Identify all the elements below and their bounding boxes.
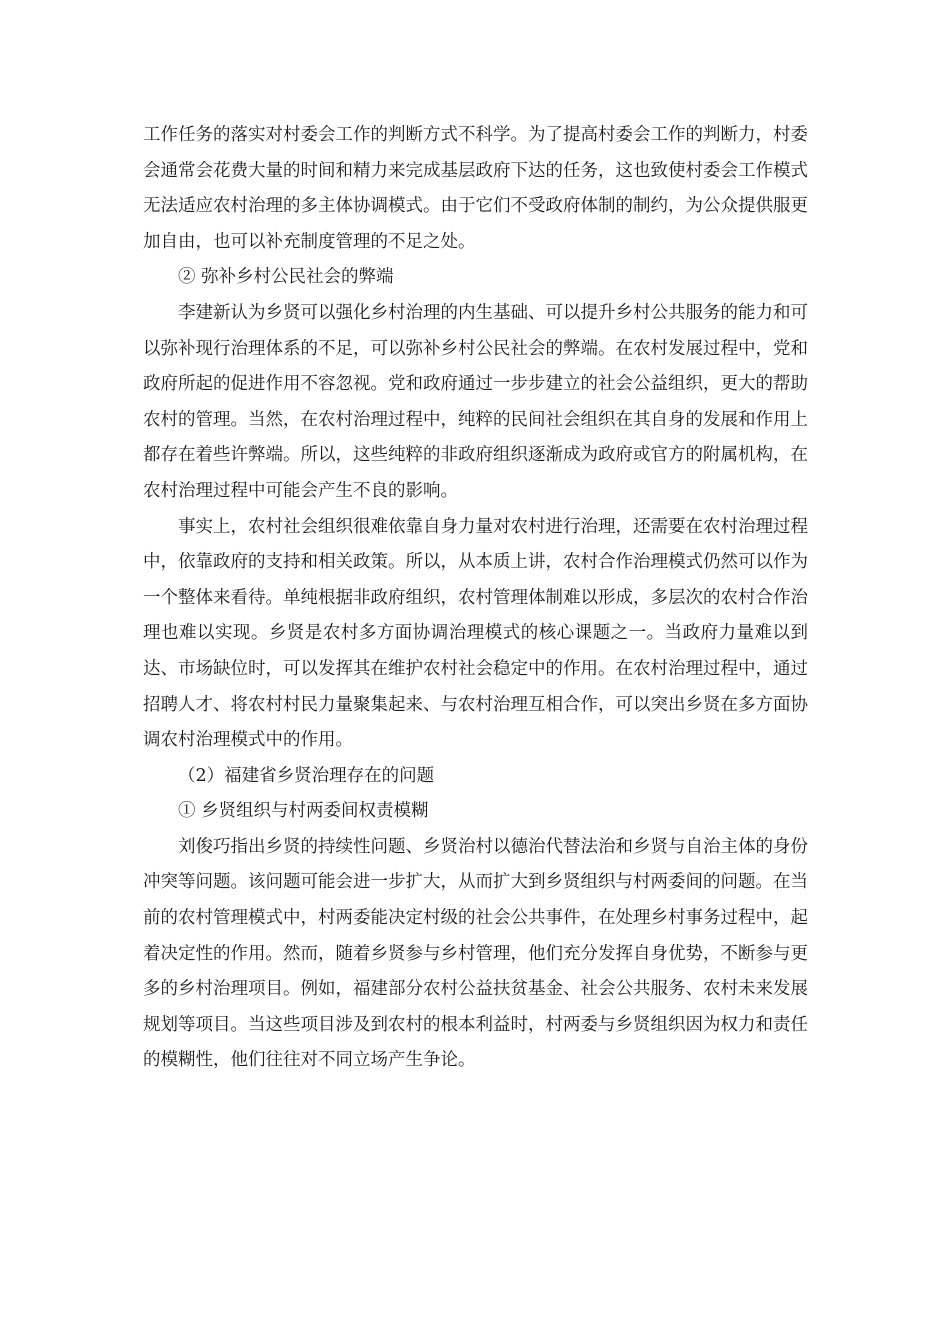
paragraph-liu-junqiao: 刘俊巧指出乡贤的持续性问题、乡贤治村以德治代替法治和乡贤与自治主体的身份冲突等问题。该问题可能会进一步扩大，从而扩大到乡贤组织与村两委间的问题。在当前的农村管理模式中，村两委能决定村级的社会公共事件，在处理乡村事务过程中，起着决定性的作用。然而，随着乡贤参与乡村管理，他们充分发挥自身优势，不断参与更多的乡村治理项目。例如，福建部分农村公益扶贫基金、社会公共服务、农村未来发展规划等项目。当这些项目涉及到农村的根本利益时，村两委与乡贤组织因为权力和责任的模糊性，他们往往对不同立场产生争论。 [143, 836, 808, 1071]
paragraph-rural-organizations: 事实上，农村社会组织很难依靠自身力量对农村进行治理，还需要在农村治理过程中，依靠政府的支持和相关政策。所以，从本质上讲，农村合作治理模式仍然可以作为一个整体来看待。单纯根据非政府组织，农村管理体制难以形成，多层次的农村合作治理也难以实现。乡贤是农村多方面协调治理模式的核心课题之一。当政府力量难以到达、市场缺位时，可以发挥其在维护农村社会稳定中的作用。在农村治理过程中，通过招聘人才、将农村村民力量聚集起来、与农村治理互相合作，可以突出乡贤在多方面协调农村治理模式中的作用。 [143, 516, 808, 751]
paragraph-li-jianxin: 李建新认为乡贤可以强化乡村治理的内生基础、可以提升乡村公共服务的能力和可以弥补现行治理体系的不足，可以弥补乡村公民社会的弊端。在农村发展过程中，党和政府所起的促进作用不容忽视。党和政府通过一步步建立的社会公益组织，更大的帮助农村的管理。当然，在农村治理过程中，纯粹的民间社会组织在其自身的发展和作用上都存在着些许弊端。所以，这些纯粹的非政府组织逐渐成为政府或官方的附属机构，在农村治理过程中可能会产生不良的影响。 [143, 302, 808, 501]
paragraph-continued: 工作任务的落实对村委会工作的判断方式不科学。为了提高村委会工作的判断力，村委会通常会花费大量的时间和精力来完成基层政府下达的任务，这也致使村委会工作模式无法适应农村治理的多主体协调模式。由于它们不受政府体制的制约，为公众提供服更加自由，也可以补充制度管理的不足之处。 [143, 125, 808, 252]
subheading-remedy-civil-society: ② 弥补乡村公民社会的弊端 [178, 267, 394, 288]
section-heading-fujian-problems: （2）福建省乡贤治理存在的问题 [178, 765, 435, 786]
document-body [143, 118, 808, 1079]
subheading-unclear-responsibilities: ① 乡贤组织与村两委间权责模糊 [178, 801, 429, 822]
